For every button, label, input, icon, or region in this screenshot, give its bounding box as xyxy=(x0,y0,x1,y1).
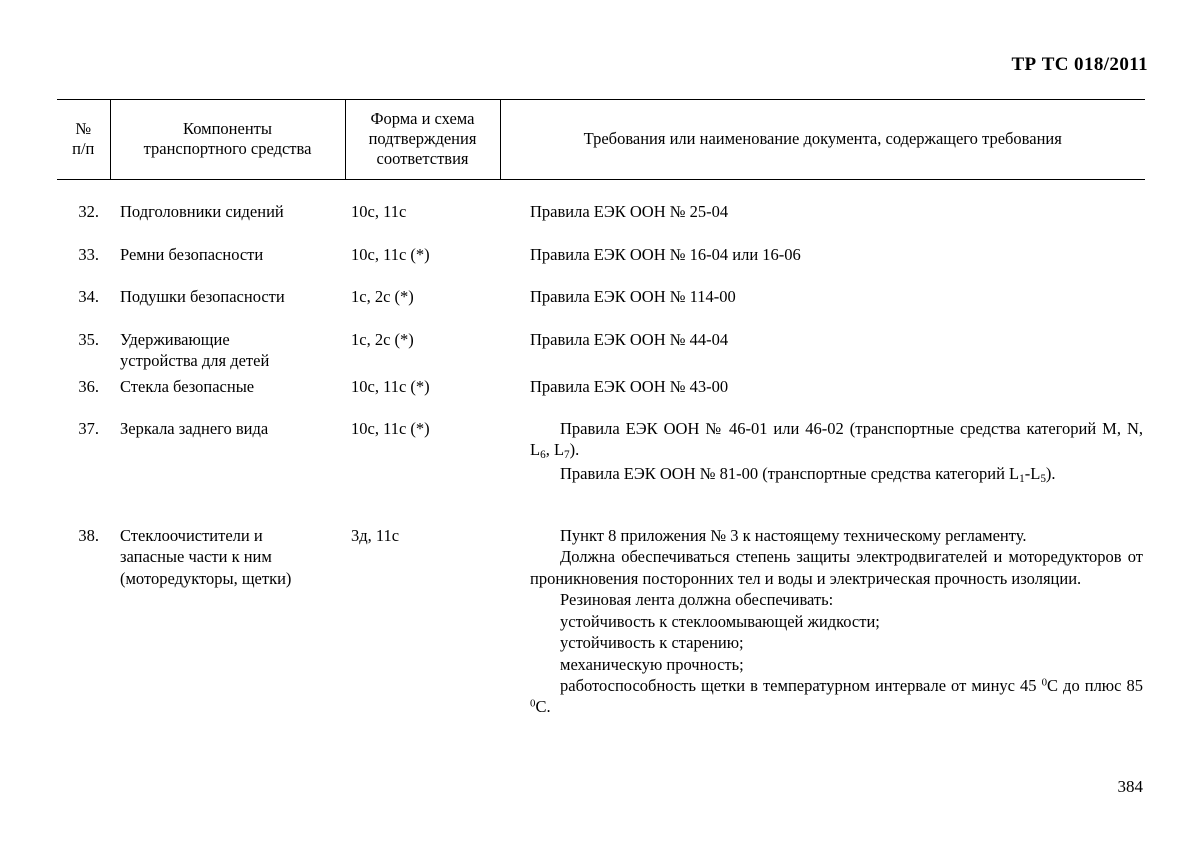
requirement-text: ). xyxy=(569,440,580,460)
row-requirement xyxy=(500,308,1145,372)
row-requirement xyxy=(500,223,1145,265)
column-header-component xyxy=(110,100,345,180)
column-header-component-line2: транспортного средства xyxy=(143,139,312,159)
row-requirement xyxy=(500,180,1145,223)
row-component: Стекла безопасные xyxy=(120,376,255,396)
column-header-number-line2: п/п xyxy=(72,139,95,159)
row-form: 1с, 2с (*) xyxy=(351,287,414,307)
requirement-paragraph xyxy=(530,418,1143,463)
column-header-form-line1: Форма и схема xyxy=(370,109,475,128)
row-component-line3: (моторедукторы, щетки) xyxy=(120,568,292,588)
category-subscript: 7 xyxy=(564,449,570,462)
row-form: 1с, 2с (*) xyxy=(351,329,414,349)
row-component-line1: Стеклоочистители и xyxy=(120,525,263,545)
table-header-row xyxy=(57,100,1145,180)
row-component: Подушки безопасности xyxy=(120,287,285,307)
requirement-text: Правила ЕЭК ООН № 44-04 xyxy=(530,329,729,349)
row-form: 10с, 11с (*) xyxy=(351,376,430,396)
requirement-text: Правила ЕЭК ООН № 46-01 или 46-02 (транспортные средства категорий M, N, L xyxy=(530,419,1143,460)
column-header-number-line1: № xyxy=(75,119,92,139)
row-number: 36. xyxy=(78,376,99,396)
requirement-paragraph xyxy=(530,463,1143,487)
row-number: 33. xyxy=(78,244,99,264)
row-number: 34. xyxy=(78,287,99,307)
requirement-list-item: устойчивость к старению; xyxy=(560,633,744,653)
table-row xyxy=(57,265,1145,307)
row-component-line2: устройства для детей xyxy=(120,351,270,371)
row-requirement xyxy=(500,487,1145,718)
page-number: 384 xyxy=(1117,777,1143,796)
requirement-text: Правила ЕЭК ООН № 16-04 или 16-06 xyxy=(530,244,801,264)
table-header xyxy=(57,100,1145,180)
row-component xyxy=(110,487,345,718)
row-component: Ремни безопасности xyxy=(120,244,264,264)
row-form: 3д, 11с xyxy=(351,525,400,545)
table-row xyxy=(57,372,1145,397)
row-component-line2: запасные части к ним xyxy=(120,547,272,567)
table-row xyxy=(57,180,1145,223)
requirement-paragraph: Резиновая лента должна обеспечивать: xyxy=(560,590,834,610)
row-number: 32. xyxy=(78,202,99,222)
row-form: 10с, 11с (*) xyxy=(351,244,430,264)
column-header-requirements-line1: Требования или наименование документа, содержащего требования xyxy=(583,129,1062,149)
requirement-paragraph: Пункт 8 приложения № 3 к настоящему техническому регламенту. xyxy=(560,525,1027,545)
row-requirement xyxy=(500,372,1145,397)
row-component xyxy=(110,308,345,372)
row-number: 35. xyxy=(78,329,99,349)
requirement-text: Правила ЕЭК ООН № 25-04 xyxy=(530,202,729,222)
category-subscript: 6 xyxy=(540,449,546,462)
column-header-requirements xyxy=(500,100,1145,180)
requirement-text: Правила ЕЭК ООН № 114-00 xyxy=(530,287,736,307)
requirement-text: Правила ЕЭК ООН № 43-00 xyxy=(530,376,729,396)
table-row xyxy=(57,308,1145,372)
requirement-list-item xyxy=(530,675,1143,718)
requirement-list-item: механическую прочность; xyxy=(560,654,744,674)
category-subscript: 5 xyxy=(1040,473,1046,486)
requirement-paragraph: Должна обеспечиваться степень защиты электродвигателей и моторедукторов от проникновения посторонних тел и воды и электрическая прочность изоляции. xyxy=(530,547,1143,588)
row-component-line1: Удерживающие xyxy=(120,329,230,349)
column-header-form-line3: соответствия xyxy=(376,149,469,169)
requirement-text: работоспособность щетки в температурном интервале от минус 45 xyxy=(560,675,1042,695)
requirement-list-item: устойчивость к стеклоомывающей жидкости; xyxy=(560,611,880,631)
row-component: Подголовники сидений xyxy=(120,202,284,222)
requirements-table-wrapper xyxy=(57,99,1145,718)
column-header-component-line1: Компоненты xyxy=(183,119,272,139)
requirement-text: С до плюс 85 xyxy=(1047,675,1143,695)
table-row xyxy=(57,397,1145,487)
row-form: 10с, 11с xyxy=(351,202,407,222)
degree-superscript: 0 xyxy=(530,697,536,710)
row-number: 37. xyxy=(78,419,99,438)
table-row xyxy=(57,487,1145,718)
requirement-text: Правила ЕЭК ООН № 81-00 (транспортные средства категорий L xyxy=(560,464,1020,484)
row-requirement xyxy=(500,397,1145,487)
document-running-header: ТР ТС 018/2011 xyxy=(1011,54,1148,75)
row-form: 10с, 11с (*) xyxy=(351,419,430,438)
row-number: 38. xyxy=(78,525,99,545)
requirement-text: -L xyxy=(1024,464,1041,484)
table-body xyxy=(57,180,1145,718)
requirement-text: , L xyxy=(545,440,565,460)
column-header-form xyxy=(345,100,500,180)
column-header-number xyxy=(57,100,110,180)
row-requirement xyxy=(500,265,1145,307)
column-header-form-line2: подтверждения xyxy=(368,129,477,149)
requirements-table xyxy=(57,99,1145,718)
requirement-text: С. xyxy=(535,697,551,717)
category-subscript: 1 xyxy=(1019,473,1025,486)
table-row xyxy=(57,223,1145,265)
requirement-text: ). xyxy=(1045,464,1056,484)
row-component: Зеркала заднего вида xyxy=(120,419,269,438)
degree-superscript: 0 xyxy=(1041,676,1048,689)
